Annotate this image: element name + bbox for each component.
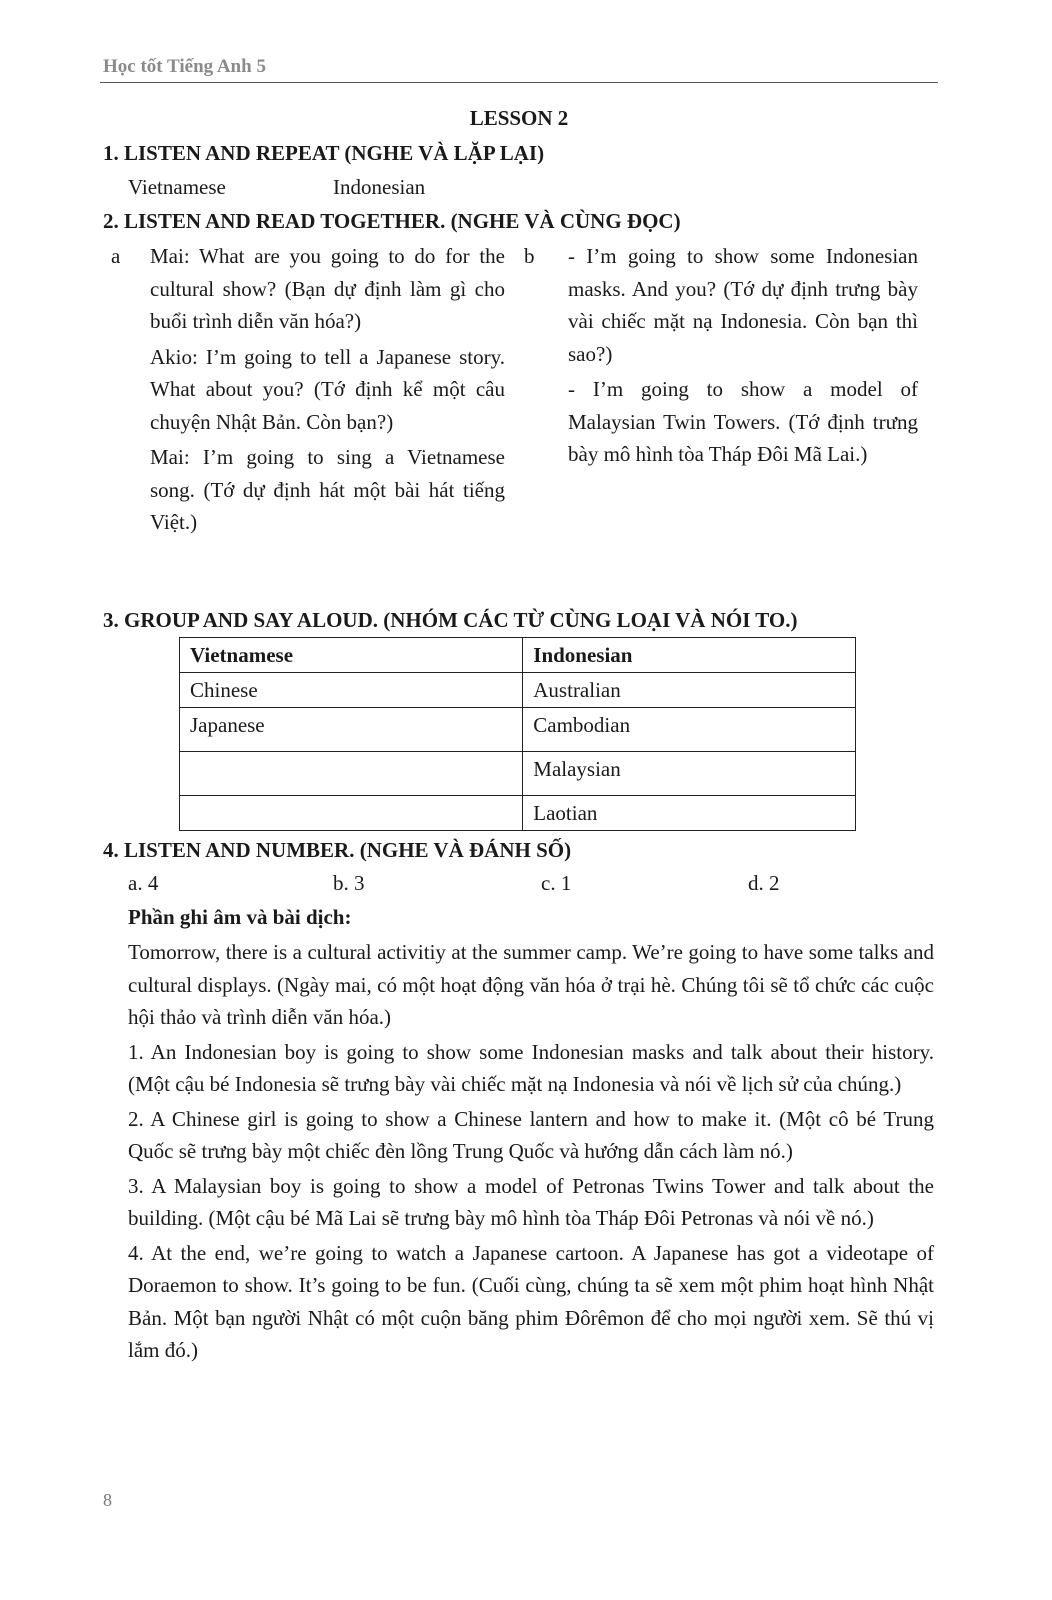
section-2-heading: 2. LISTEN AND READ TOGETHER. (NGHE VÀ CÙNG ĐỌC) [103,209,681,233]
section-4-heading: 4. LISTEN AND NUMBER. (NGHE VÀ ĐÁNH SỐ) [103,838,572,862]
table-cell: Australian [523,673,856,708]
running-header: Học tốt Tiếng Anh 5 [103,56,266,77]
dialogue-b-letter: b [524,244,535,268]
table-row [180,708,856,752]
table-row [180,752,856,796]
dialogue-a-line: Mai: I’m going to sing a Vietnamese song. (Tớ dự định hát một bài hát tiếng Việt.) [150,445,505,534]
transcript-paragraph: 1. An Indonesian boy is going to show some Indonesian masks and talk about their history. (Một cậu bé Indonesia sẽ trưng bày vài chiếc mặt nạ Indonesia và nói về lịch sử của chúng.) [128,1039,934,1096]
table-cell: Japanese [180,708,523,752]
table-header-row [180,638,856,673]
dialogue-a-letter: a [111,244,121,268]
table-row [180,796,856,831]
table-cell: Laotian [523,796,856,831]
header-rule [100,82,938,83]
dialogue-b-line: - I’m going to show a model of Malaysian Twin Towers. (Tớ định trưng bày mô hình tòa Tháp Đôi Mã Lai.) [568,377,918,466]
table-header-cell: Indonesian [523,638,856,673]
dialogue-a-line: Akio: I’m going to tell a Japanese story. What about you? (Tớ định kể một câu chuyện Nhật Bản. Còn bạn?) [150,344,505,434]
answer-c: c. 1 [541,871,572,895]
table-row [180,673,856,708]
lesson-title: LESSON 2 [469,106,569,130]
answer-d: d. 2 [748,871,780,895]
answer-a: a. 4 [128,871,159,895]
dialogue-b-line: - I’m going to show some Indonesian masks. And you? (Tớ dự định trưng bày vài chiếc mặt nạ Indonesia. Còn bạn thì sao?) [568,244,918,366]
table-cell: Cambodian [523,708,856,752]
dialogue-a-line: Mai: What are you going to do for the cultural show? (Bạn dự định làm gì cho buổi trình diễn văn hóa?) [150,244,505,333]
transcript-paragraph: 2. A Chinese girl is going to show a Chinese lantern and how to make it. (Một cô bé Trung Quốc sẽ trưng bày một chiếc đèn lồng Trung Quốc và hướng dẫn cách làm nó.) [128,1106,934,1163]
transcript-paragraph: Tomorrow, there is a cultural activitiy at the summer camp. We’re going to have some talks and cultural displays. (Ngày mai, có một hoạt động văn hóa ở trại hè. Chúng tôi sẽ tổ chức các cuộc hội thảo và trình diễn văn hóa.) [128,940,934,1029]
table-cell: Malaysian [523,752,856,796]
transcript-paragraph: 3. A Malaysian boy is going to show a model of Petronas Twins Tower and talk about the building. (Một cậu bé Mã Lai sẽ trưng bày mô hình tòa Tháp Đôi Petronas và nói về nó.) [128,1173,934,1230]
section-1-heading: 1. LISTEN AND REPEAT (NGHE VÀ LẶP LẠI) [103,141,545,165]
table-cell: Chinese [180,673,523,708]
page-number: 8 [103,1490,112,1510]
transcript-heading: Phần ghi âm và bài dịch: [128,905,352,929]
transcript-paragraph: 4. At the end, we’re going to watch a Japanese cartoon. A Japanese has got a videotape of Doraemon to show. It’s going to be fun. (Cuối cùng, chúng ta sẽ xem một phim hoạt hình Nhật Bản. Một bạn người Nhật có một cuộn băng phim Đôrêmon để cho mọi người xem. Sẽ thú vị lắm đó.) [128,1240,934,1362]
dialogue-a [150,240,505,542]
word-indonesian: Indonesian [333,175,426,199]
table-cell [180,752,523,796]
dialogue-b [568,240,918,474]
group-table [179,637,856,831]
answer-b: b. 3 [333,871,365,895]
table-header-cell: Vietnamese [180,638,523,673]
transcript [128,936,934,1369]
word-vietnamese: Vietnamese [128,175,226,199]
section-3-heading: 3. GROUP AND SAY ALOUD. (NHÓM CÁC TỪ CÙNG LOẠI VÀ NÓI TO.) [103,608,798,632]
table-cell [180,796,523,831]
